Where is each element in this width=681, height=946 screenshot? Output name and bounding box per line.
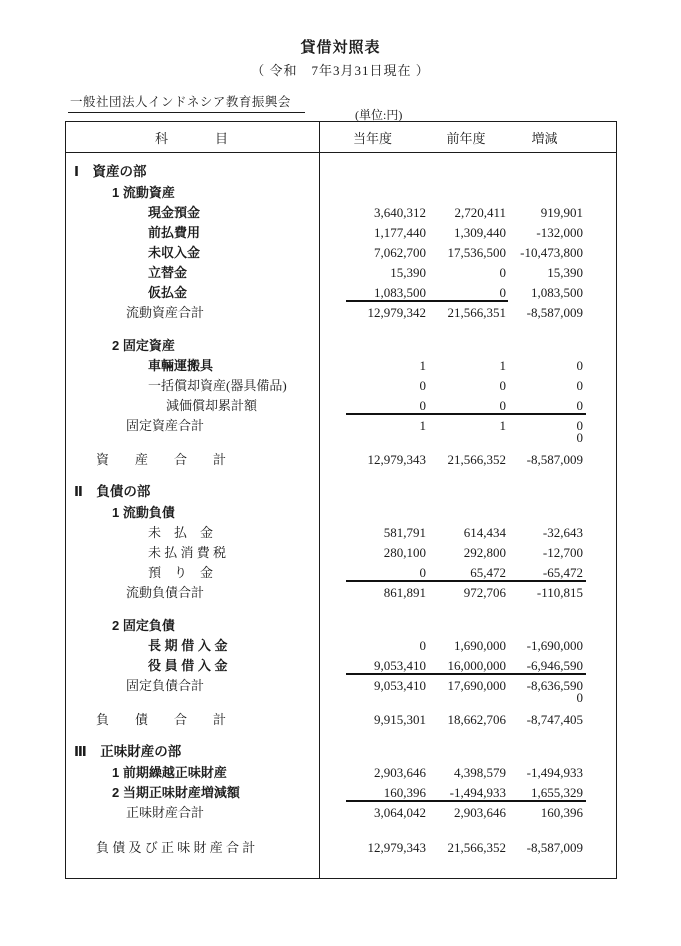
value-current: 0 [419, 397, 426, 413]
value-cells [319, 565, 583, 581]
account-label: 減価償却累計額 [166, 397, 258, 413]
value-change: 0 [576, 377, 583, 393]
table-row [66, 801, 616, 821]
value-current: 0 [419, 637, 426, 653]
table-row [66, 561, 616, 581]
value-cells [319, 805, 583, 821]
table-row [66, 429, 616, 446]
value-cells [319, 452, 583, 468]
value-current: 12,979,342 [367, 304, 426, 320]
value-change: -6,946,590 [526, 657, 583, 673]
table-row [66, 689, 616, 706]
value-previous: 65,472 [470, 564, 506, 580]
column-header-current: 当年度 [352, 130, 392, 146]
value-change: -32,643 [542, 524, 583, 540]
value-previous: 21,566,351 [447, 304, 506, 320]
account-label: 役 員 借 入 金 [148, 657, 228, 673]
value-cells [319, 840, 583, 856]
value-change: 15,390 [547, 264, 583, 280]
value-cells [319, 245, 583, 261]
value-cells [319, 765, 583, 781]
unit-label: (単位:円) [355, 108, 403, 122]
value-current: 1 [419, 357, 426, 373]
account-label: 流動負債合計 [126, 584, 205, 600]
table-row [66, 521, 616, 541]
value-current: 9,053,410 [374, 677, 426, 693]
value-change: 160,396 [540, 804, 583, 820]
table-row [66, 834, 616, 856]
value-change: 919,901 [540, 204, 583, 220]
value-cells [319, 378, 583, 394]
account-label: 現金預金 [148, 204, 201, 220]
value-current [319, 690, 426, 706]
value-previous: 18,662,706 [447, 711, 506, 727]
table-row [66, 301, 616, 321]
column-header-account: 科 目 [154, 130, 230, 146]
value-previous: 1 [499, 417, 506, 433]
value-change: -12,700 [542, 544, 583, 560]
value-previous: 1 [499, 357, 506, 373]
account-label: 1 流動資産 [112, 184, 175, 200]
table-header [66, 122, 616, 153]
value-change: -65,472 [542, 564, 583, 580]
column-header-change: 増減 [531, 130, 558, 146]
table-row [66, 394, 616, 414]
value-cells [319, 205, 583, 221]
value-change: -10,473,800 [520, 244, 583, 260]
spacer-row [66, 468, 616, 481]
value-cells [319, 398, 583, 414]
date-line: （ 令和 7年3月31日現在 ） [251, 63, 430, 78]
table-row [66, 501, 616, 521]
value-previous: -1,494,933 [449, 784, 506, 800]
table-row [66, 241, 616, 261]
account-label: 負 債 及 び 正 味 財 産 合 計 [96, 839, 256, 855]
table-row [66, 161, 616, 181]
value-previous: 21,566,352 [447, 839, 506, 855]
account-label: 仮払金 [148, 284, 188, 300]
spacer-row [66, 821, 616, 834]
value-cells [319, 225, 583, 241]
account-label: 長 期 借 入 金 [148, 637, 228, 653]
value-cells [319, 785, 583, 801]
value-previous: 614,434 [463, 524, 506, 540]
value-change: 0 [576, 397, 583, 413]
value-cells [319, 712, 583, 728]
value-column-headers [319, 128, 583, 147]
value-previous [426, 690, 506, 706]
balance-sheet-table [65, 121, 617, 879]
spacer-row [66, 728, 616, 741]
account-label: 正味財産合計 [126, 804, 205, 820]
table-row [66, 581, 616, 601]
value-change: -110,815 [536, 584, 583, 600]
value-change: -1,690,000 [526, 637, 583, 653]
value-previous: 17,536,500 [447, 244, 506, 260]
table-body [66, 153, 616, 878]
value-previous: 0 [499, 377, 506, 393]
value-current: 9,053,410 [374, 657, 426, 673]
value-cells [319, 525, 583, 541]
account-label: 預 り 金 [148, 564, 214, 580]
table-row [66, 706, 616, 728]
value-change: -8,587,009 [526, 839, 583, 855]
account-label: 2 固定負債 [112, 617, 175, 633]
account-label: 車輛運搬具 [148, 357, 214, 373]
value-cells [319, 265, 583, 281]
value-current: 861,891 [383, 584, 426, 600]
value-change: 0 [576, 417, 583, 433]
table-row [66, 446, 616, 468]
value-current: 9,915,301 [374, 711, 426, 727]
value-change: 0 [576, 429, 583, 445]
value-cells [319, 585, 583, 601]
table-row [66, 741, 616, 761]
table-row [66, 634, 616, 654]
value-cells [319, 285, 583, 301]
table-row [66, 201, 616, 221]
value-change: -8,636,590 [526, 677, 583, 693]
value-current: 0 [419, 377, 426, 393]
value-previous: 21,566,352 [447, 451, 506, 467]
table-row [66, 614, 616, 634]
value-change: 0 [576, 689, 583, 705]
account-label: 固定資産合計 [126, 417, 205, 433]
value-current: 12,979,343 [367, 451, 426, 467]
value-current: 3,064,042 [374, 804, 426, 820]
account-label: 前払費用 [148, 224, 201, 240]
table-row [66, 481, 616, 501]
value-change: -8,587,009 [526, 451, 583, 467]
value-current: 1,083,500 [374, 284, 426, 300]
value-previous: 292,800 [463, 544, 506, 560]
table-row [66, 261, 616, 281]
value-cells [319, 638, 583, 654]
table-row [66, 781, 616, 801]
table-row [66, 281, 616, 301]
account-label: 流動資産合計 [126, 304, 205, 320]
value-previous: 0 [499, 264, 506, 280]
page-title: 貸借対照表 [300, 39, 381, 56]
account-label: 1 流動負債 [112, 504, 175, 520]
value-current: 160,396 [383, 784, 426, 800]
account-label: Ⅰ 資産の部 [74, 164, 147, 180]
table-row [66, 181, 616, 201]
value-cells [319, 545, 583, 561]
value-cells [319, 305, 583, 321]
value-change: 1,083,500 [531, 284, 583, 300]
value-current: 0 [419, 564, 426, 580]
value-change: -8,747,405 [526, 711, 583, 727]
account-label: 固定負債合計 [126, 677, 205, 693]
value-previous: 2,720,411 [454, 204, 506, 220]
account-label: 未 払 消 費 税 [148, 544, 227, 560]
account-label: 1 前期繰越正味財産 [112, 764, 227, 780]
account-label: Ⅱ 負債の部 [74, 484, 151, 500]
column-header-previous: 前年度 [446, 130, 486, 146]
value-current: 581,791 [383, 524, 426, 540]
organization-name: 一般社団法人インドネシア教育振興会 [68, 92, 305, 113]
account-label: 立替金 [148, 264, 188, 280]
value-previous: 4,398,579 [454, 764, 506, 780]
value-current: 7,062,700 [374, 244, 426, 260]
value-previous: 2,903,646 [454, 804, 506, 820]
table-row [66, 374, 616, 394]
value-previous: 972,706 [463, 584, 506, 600]
spacer-row [66, 601, 616, 614]
account-label: 未 払 金 [148, 524, 214, 540]
account-label: 資 産 合 計 [96, 451, 227, 467]
table-row [66, 654, 616, 674]
value-change: -1,494,933 [526, 764, 583, 780]
value-change: -8,587,009 [526, 304, 583, 320]
table-row [66, 541, 616, 561]
table-row [66, 354, 616, 374]
value-current: 3,640,312 [374, 204, 426, 220]
account-label: 未収入金 [148, 244, 201, 260]
table-row [66, 221, 616, 241]
account-label: Ⅲ 正味財産の部 [74, 744, 182, 760]
account-label: 負 債 合 計 [96, 711, 227, 727]
value-current [319, 430, 426, 446]
value-current: 2,903,646 [374, 764, 426, 780]
account-label: 一括償却資産(器具備品) [148, 377, 287, 393]
value-change: -132,000 [536, 224, 583, 240]
table-row [66, 761, 616, 781]
value-current: 280,100 [383, 544, 426, 560]
value-change: 1,655,329 [531, 784, 583, 800]
value-previous: 17,690,000 [447, 677, 506, 693]
value-current: 1,177,440 [374, 224, 426, 240]
account-label: 2 固定資産 [112, 337, 175, 353]
value-previous [426, 430, 506, 446]
value-previous: 16,000,000 [447, 657, 506, 673]
account-label: 2 当期正味財産増減額 [112, 784, 240, 800]
value-cells [319, 430, 583, 446]
table-row [66, 334, 616, 354]
value-current: 1 [419, 417, 426, 433]
value-previous: 1,309,440 [454, 224, 506, 240]
value-current: 15,390 [390, 264, 426, 280]
value-cells [319, 358, 583, 374]
value-previous: 1,690,000 [454, 637, 506, 653]
value-previous: 0 [499, 284, 506, 300]
value-previous: 0 [499, 397, 506, 413]
value-cells [319, 690, 583, 706]
value-cells [319, 658, 583, 674]
value-change: 0 [576, 357, 583, 373]
value-current: 12,979,343 [367, 839, 426, 855]
spacer-row [66, 321, 616, 334]
